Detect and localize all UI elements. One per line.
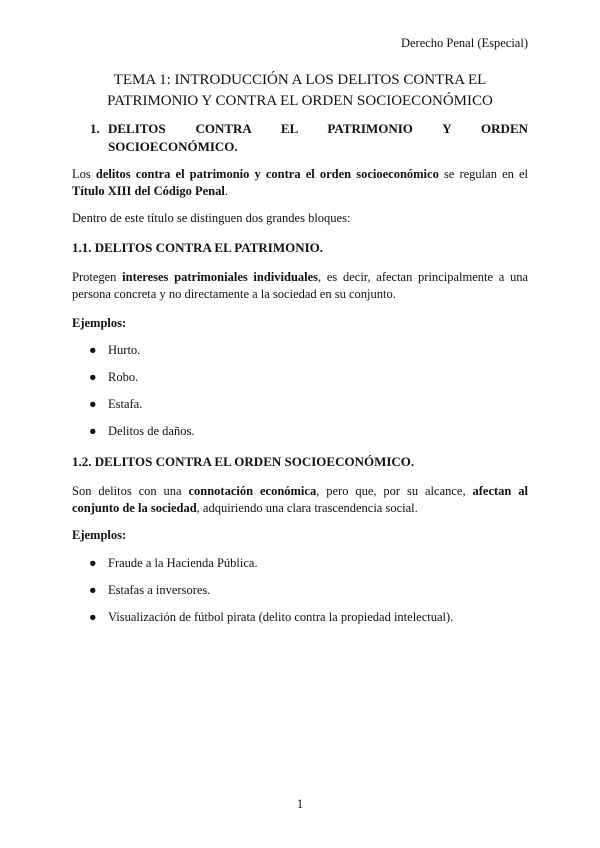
running-header: Derecho Penal (Especial) xyxy=(400,36,528,50)
bullet-icon: ● xyxy=(89,397,97,411)
desc12-bold-2: afectan al conjunto de la sociedad xyxy=(72,484,528,515)
list-item xyxy=(72,610,528,637)
bullet-icon: ● xyxy=(89,343,97,357)
list-item-text: Delitos de daños. xyxy=(108,424,195,438)
page-title xyxy=(72,70,528,112)
list-item-text: Fraude a la Hacienda Pública. xyxy=(108,556,258,570)
list-item xyxy=(72,424,528,451)
list-item-text: Estafa. xyxy=(108,397,143,411)
section-1-heading-line-1: DELITOS CONTRA EL PATRIMONIO Y ORDEN xyxy=(108,121,528,136)
desc11-text-1: Protegen xyxy=(72,270,123,284)
bullet-icon: ● xyxy=(89,583,97,597)
section-1-intro xyxy=(72,166,528,200)
list-item-text: Visualización de fútbol pirata (delito contra la propiedad intelectual). xyxy=(108,610,454,624)
desc11-text-2: , es decir, afectan principalmente a una persona concreta y no directamente a la sociedad en su conjunto. xyxy=(72,270,529,301)
intro-text-2: se regulan en el xyxy=(438,167,529,181)
desc12-text-3: , adquiriendo una clara trascendencia social. xyxy=(196,501,418,515)
list-item xyxy=(72,556,528,583)
desc12-text-1: Son delitos con una xyxy=(72,484,189,498)
bullet-icon: ● xyxy=(89,556,97,570)
section-1-2-description xyxy=(72,483,528,517)
bullet-icon: ● xyxy=(89,370,97,384)
section-1-2-heading: 1.2. DELITOS CONTRA EL ORDEN SOCIOECONÓMICO. xyxy=(72,454,415,469)
list-item xyxy=(72,397,528,424)
section-1-1-examples-list xyxy=(72,343,528,451)
section-1-1-heading: 1.1. DELITOS CONTRA EL PATRIMONIO. xyxy=(72,240,324,255)
list-item-text: Hurto. xyxy=(108,343,141,357)
list-item xyxy=(72,343,528,370)
intro-bold-2: Título XIII del Código Penal xyxy=(72,184,225,198)
section-1-1-examples-label: Ejemplos: xyxy=(72,316,127,330)
list-item-text: Estafas a inversores. xyxy=(108,583,211,597)
bullet-icon: ● xyxy=(89,424,97,438)
intro-text-1: Los xyxy=(72,167,96,181)
desc11-bold-1: intereses patrimoniales individuales xyxy=(122,270,319,284)
section-1-2-examples-list xyxy=(72,556,528,637)
section-1-number: 1. xyxy=(90,121,100,136)
list-item-text: Robo. xyxy=(108,370,139,384)
desc12-bold-1: connotación económica xyxy=(188,484,317,498)
section-1-blocks-text: Dentro de este título se distinguen dos grandes bloques: xyxy=(72,211,351,225)
section-1-2-examples-label: Ejemplos: xyxy=(72,528,127,542)
desc12-text-2: , pero que, por su alcance, xyxy=(316,484,473,498)
section-1-heading-line-2: SOCIOECONÓMICO. xyxy=(108,139,238,154)
page-number: 1 xyxy=(296,797,304,811)
title-line-2: PATRIMONIO Y CONTRA EL ORDEN SOCIOECONÓMICO xyxy=(107,93,493,109)
list-item xyxy=(72,583,528,610)
title-line-1: TEMA 1: INTRODUCCIÓN A LOS DELITOS CONTRA EL xyxy=(113,72,487,88)
list-item xyxy=(72,370,528,397)
intro-text-3: . xyxy=(224,184,228,198)
intro-bold-1: delitos contra el patrimonio y contra el orden socioeconómico xyxy=(95,167,439,181)
section-1-1-description xyxy=(72,269,528,303)
bullet-icon: ● xyxy=(89,610,97,624)
section-1-heading xyxy=(90,120,528,156)
